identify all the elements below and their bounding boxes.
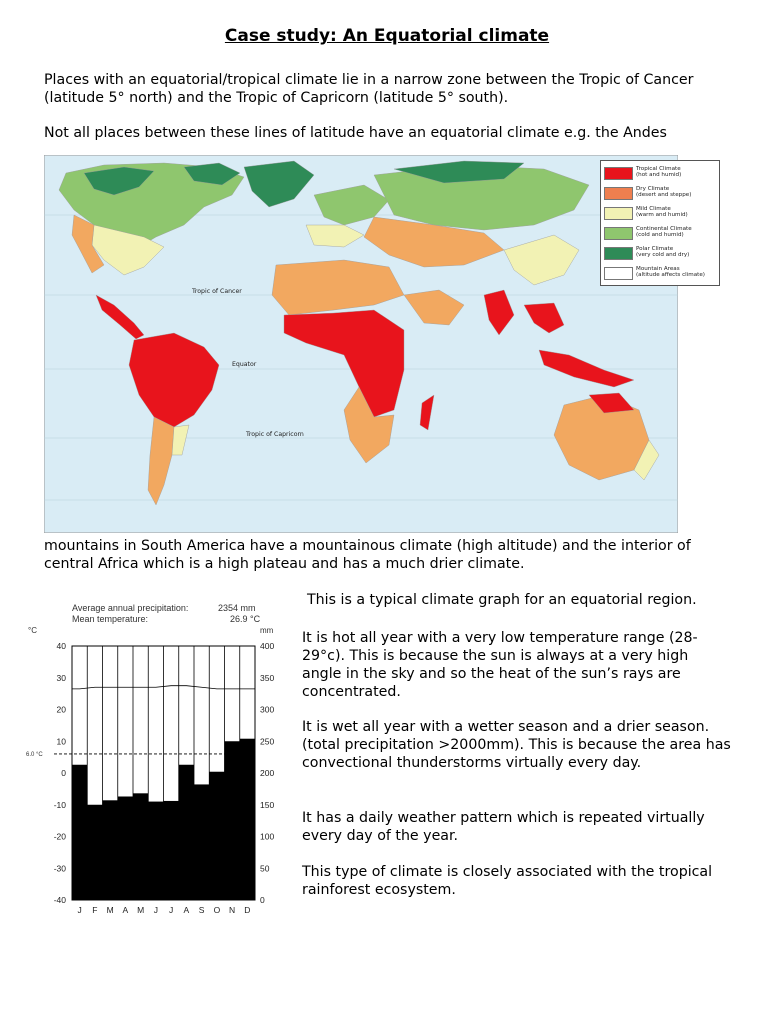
month-label: M xyxy=(137,905,145,915)
precip-tick-label: 200 xyxy=(260,768,275,778)
temp-tick-label: 20 xyxy=(56,704,66,715)
tropic-of-cancer-label: Tropic of Cancer xyxy=(192,288,242,295)
intro-paragraph: Places with an equatorial/tropical climate lie in a narrow zone between the Tropic of Cancer (latitude 5° north) and the Tropic of Capricorn (latitude 5° south). xyxy=(44,72,694,106)
legend-name: Continental Climate xyxy=(636,226,692,232)
temp-tick-label: -20 xyxy=(53,831,66,842)
temp-tick-label: 30 xyxy=(56,672,66,683)
not-all-paragraph: Not all places between these lines of latitude have an equatorial climate e.g. the Andes xyxy=(44,125,667,141)
climate-graph xyxy=(26,600,286,920)
month-label: N xyxy=(229,905,236,915)
world-climate-map xyxy=(44,155,678,533)
precip-tick-label: 400 xyxy=(260,641,275,651)
month-label: J xyxy=(153,905,158,915)
month-label: M xyxy=(106,905,114,915)
precip-tick-label: 50 xyxy=(260,863,270,874)
month-label: J xyxy=(169,905,174,915)
precip-bar xyxy=(179,765,194,900)
precip-bar xyxy=(209,772,224,900)
month-label: F xyxy=(92,905,98,915)
legend-entry-mountain xyxy=(636,266,718,279)
legend-desc: (altitude affects climate) xyxy=(636,272,705,279)
map-svg xyxy=(44,155,678,533)
precip-bar xyxy=(133,793,148,900)
legend-name: Polar Climate xyxy=(636,246,674,252)
legend-entry-polar xyxy=(636,246,718,259)
legend-entry-continental xyxy=(636,226,718,239)
month-label: A xyxy=(183,905,190,915)
legend-desc: (hot and humid) xyxy=(636,172,682,179)
precip-bar xyxy=(194,784,209,900)
precip-tick-label: 300 xyxy=(260,704,275,715)
right-paragraph-4: It has a daily weather pattern which is repeated virtually every day of the year. xyxy=(302,810,705,844)
left-unit: °C xyxy=(28,626,37,635)
temp-value: 26.9 °C xyxy=(230,614,261,624)
precip-tick-label: 100 xyxy=(260,831,275,842)
temp-tick-label: -10 xyxy=(53,799,66,810)
marker-label: 6.0 °C xyxy=(26,751,43,758)
legend-entry-mild xyxy=(636,206,718,219)
legend-swatch-tropical xyxy=(604,167,633,180)
legend-swatch-dry xyxy=(604,187,633,200)
month-label: J xyxy=(77,905,82,915)
precip-tick-label: 0 xyxy=(260,895,265,905)
right-paragraph-1: This is a typical climate graph for an equatorial region. xyxy=(307,592,697,608)
right-unit: mm xyxy=(260,626,274,635)
precip-bar xyxy=(240,739,255,900)
page-title: Case study: An Equatorial climate xyxy=(224,26,550,46)
legend-name: Tropical Climate xyxy=(636,166,681,172)
legend-swatch-mountain xyxy=(604,267,633,280)
precip-bar xyxy=(87,805,102,900)
right-paragraph-3: It is wet all year with a wetter season and a drier season. (total precipitation >2000mm). This is because the area has convectional thunderstorms virtually every day. xyxy=(302,719,731,771)
temp-tick-label: -40 xyxy=(53,895,66,905)
legend-entry-dry xyxy=(636,186,718,199)
month-label: D xyxy=(244,905,251,915)
temp-tick-label: 10 xyxy=(56,736,66,747)
right-paragraph-5: This type of climate is closely associated with the tropical rainforest ecosystem. xyxy=(302,864,713,898)
precip-bar xyxy=(164,801,179,900)
legend-desc: (cold and humid) xyxy=(636,232,684,239)
temp-tick-label: 40 xyxy=(56,641,66,651)
right-paragraph-2: It is hot all year with a very low temperature range (28-29°c). This is because the sun is always at a very high angle in the sky and so the heat of the sun’s rays are concentrated. xyxy=(302,630,698,700)
precip-tick-label: 250 xyxy=(260,736,275,747)
legend-entry-tropical xyxy=(636,166,718,179)
precip-bar xyxy=(118,796,133,900)
legend-swatch-continental xyxy=(604,227,633,240)
precip-bar xyxy=(72,765,87,900)
month-label: S xyxy=(198,905,205,915)
legend-name: Mountain Areas xyxy=(636,266,680,272)
precip-bar xyxy=(225,741,240,900)
temp-tick-label: -30 xyxy=(53,863,66,874)
legend-desc: (very cold and dry) xyxy=(636,252,690,259)
legend-desc: (warm and humid) xyxy=(636,212,688,219)
legend-desc: (desert and steppe) xyxy=(636,192,692,199)
precip-tick-label: 150 xyxy=(260,799,275,810)
legend-name: Mild Climate xyxy=(636,206,671,212)
precip-bar xyxy=(148,802,163,900)
legend-name: Dry Climate xyxy=(636,186,670,192)
temp-tick-label: 0 xyxy=(61,768,66,778)
legend-swatch-mild xyxy=(604,207,633,220)
month-label: A xyxy=(122,905,129,915)
tropic-of-capricorn-label: Tropic of Capricorn xyxy=(246,431,304,438)
precip-label: Average annual precipitation: xyxy=(72,603,189,613)
month-label: O xyxy=(213,905,221,915)
precip-value: 2354 mm xyxy=(218,603,256,613)
map-legend xyxy=(600,160,720,286)
legend-swatch-polar xyxy=(604,247,633,260)
temp-label: Mean temperature: xyxy=(72,614,149,624)
equator-label: Equator xyxy=(232,361,257,368)
precip-tick-label: 350 xyxy=(260,672,275,683)
climate-graph-svg xyxy=(26,600,286,920)
mountains-paragraph: mountains in South America have a mountainous climate (high altitude) and the interior of central Africa which is a high plateau and has a much drier climate. xyxy=(44,538,691,572)
precip-bar xyxy=(103,800,118,900)
